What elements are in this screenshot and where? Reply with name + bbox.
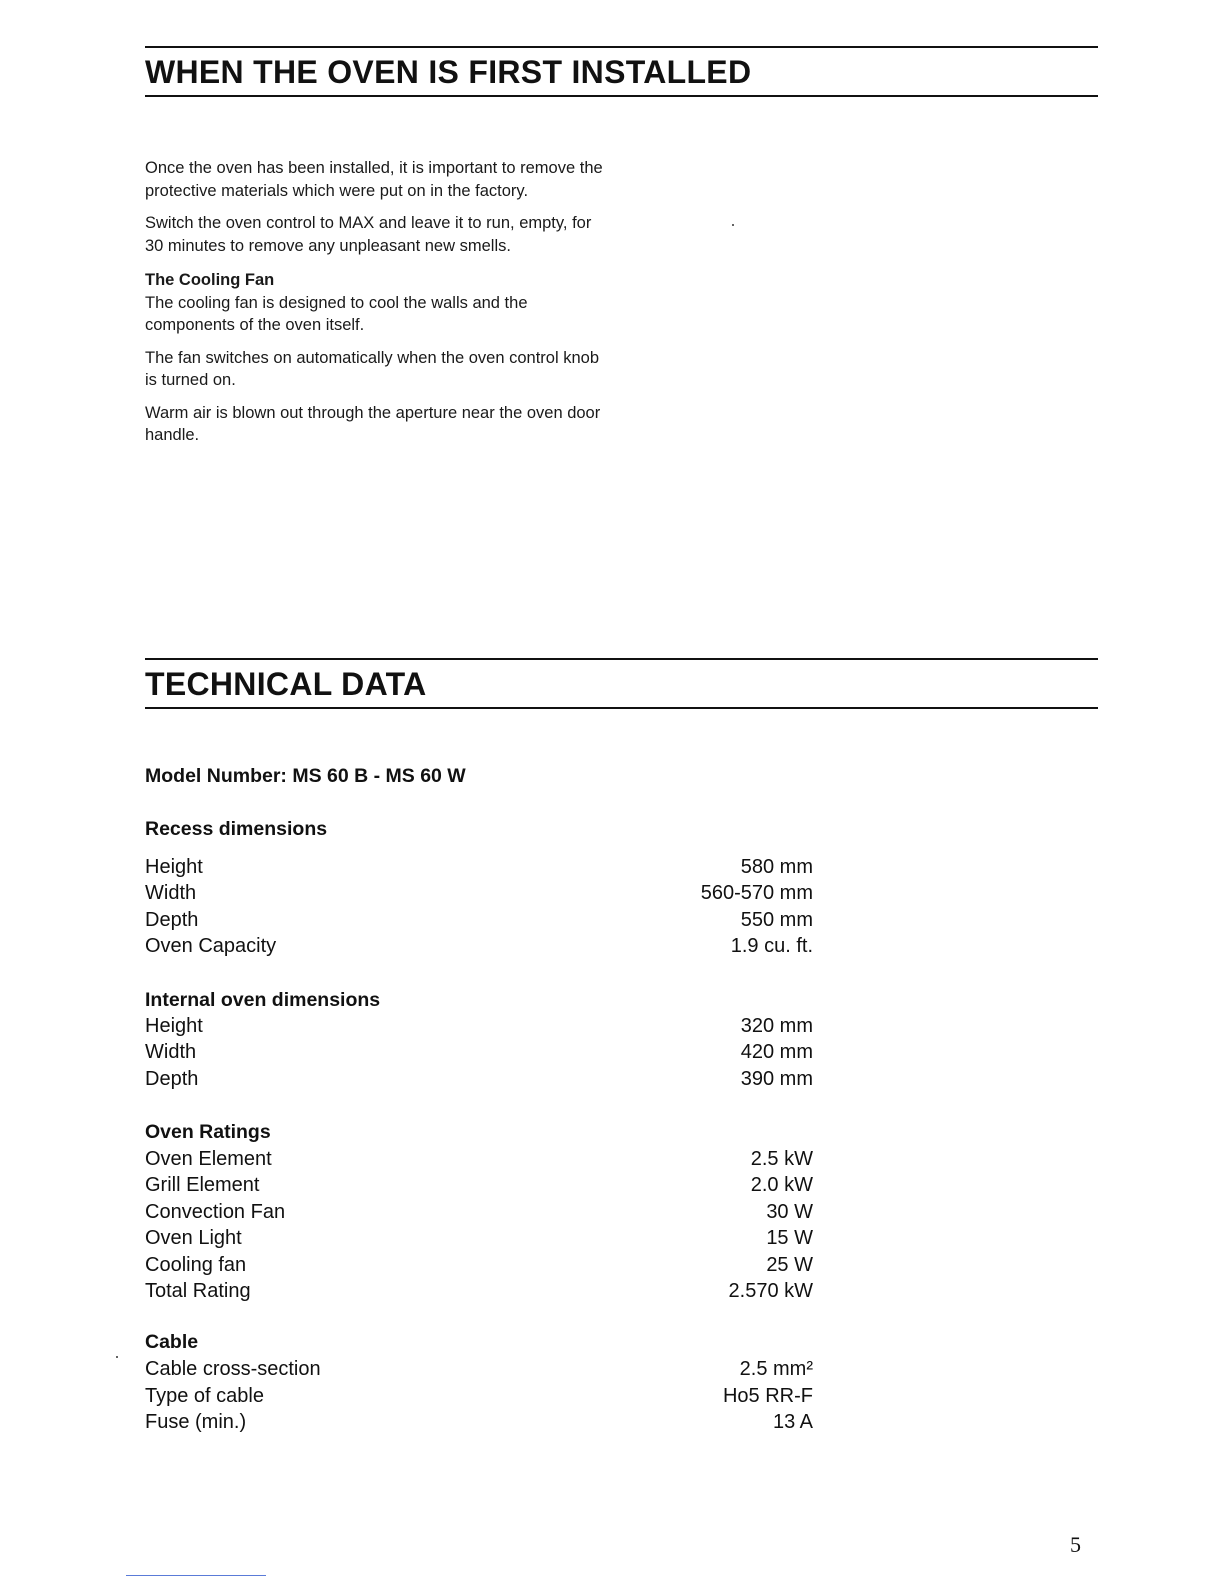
spec-value: 2.0 kW bbox=[750, 1174, 813, 1196]
spec-label: Oven Element bbox=[145, 1148, 272, 1170]
spec-label: Height bbox=[145, 856, 203, 878]
section1-bottom-rule bbox=[145, 95, 1098, 97]
spec-label: Total Rating bbox=[145, 1280, 251, 1302]
spec-row bbox=[145, 1252, 813, 1278]
footer-scan-line bbox=[126, 1575, 266, 1576]
spec-label: Fuse (min.) bbox=[145, 1411, 247, 1433]
spec-label: Depth bbox=[145, 909, 199, 931]
spec-row bbox=[145, 1066, 813, 1092]
spec-row bbox=[145, 1039, 813, 1065]
spec-row bbox=[145, 880, 813, 906]
spec-row bbox=[145, 907, 813, 933]
spec-value: 2.5 kW bbox=[750, 1148, 813, 1170]
page-number: 5 bbox=[1070, 1532, 1081, 1557]
spec-label: Type of cable bbox=[145, 1385, 264, 1407]
spec-value: 2.570 kW bbox=[728, 1280, 813, 1302]
internal-heading: Internal oven dimensions bbox=[145, 989, 381, 1011]
section1-top-rule bbox=[145, 46, 1098, 48]
spec-label: Convection Fan bbox=[145, 1201, 286, 1223]
section1-body bbox=[145, 157, 605, 447]
section2-title: TECHNICAL DATA bbox=[145, 666, 427, 702]
run-empty-paragraph: Switch the oven control to MAX and leave it to run, empty, for 30 minutes to remove any unpleasant new smells. bbox=[145, 214, 592, 255]
spec-value: Ho5 RR-F bbox=[722, 1385, 813, 1407]
cable-heading: Cable bbox=[145, 1331, 199, 1353]
spec-row bbox=[145, 1356, 813, 1382]
spec-label: Grill Element bbox=[145, 1174, 260, 1196]
spec-value: 420 mm bbox=[740, 1041, 813, 1063]
spec-value: 13 A bbox=[772, 1411, 813, 1433]
spec-value: 25 W bbox=[766, 1254, 813, 1276]
spec-value: 580 mm bbox=[740, 856, 813, 878]
section2-top-rule bbox=[145, 658, 1098, 660]
fan-switch-paragraph: The fan switches on automatically when the oven control knob is turned on. bbox=[145, 348, 600, 389]
spec-label: Height bbox=[145, 1015, 203, 1037]
spec-label: Width bbox=[145, 882, 197, 904]
stray-mark bbox=[732, 224, 734, 226]
spec-value: 560-570 mm bbox=[700, 882, 813, 904]
cooling-fan-paragraph: The cooling fan is designed to cool the walls and the components of the oven itself. bbox=[145, 293, 528, 334]
spec-row bbox=[145, 1013, 813, 1039]
spec-row bbox=[145, 1278, 813, 1304]
spec-row bbox=[145, 1199, 813, 1225]
spec-label: Width bbox=[145, 1041, 197, 1063]
warm-air-paragraph: Warm air is blown out through the aperture near the oven door handle. bbox=[145, 403, 601, 444]
spec-row bbox=[145, 1383, 813, 1409]
spec-label: Oven Capacity bbox=[145, 935, 277, 957]
spec-label: Cable cross-section bbox=[145, 1358, 321, 1380]
spec-value: 1.9 cu. ft. bbox=[730, 935, 813, 957]
spec-label: Depth bbox=[145, 1068, 199, 1090]
spec-row bbox=[145, 854, 813, 880]
install-paragraph: Once the oven has been installed, it is important to remove the protective materials which were put on in the factory. bbox=[145, 159, 603, 200]
spec-value: 30 W bbox=[766, 1201, 813, 1223]
spec-value: 15 W bbox=[766, 1227, 813, 1249]
spec-label: Oven Light bbox=[145, 1227, 242, 1249]
spec-row bbox=[145, 1146, 813, 1172]
spec-row bbox=[145, 933, 813, 959]
cooling-fan-heading: The Cooling Fan bbox=[145, 271, 275, 289]
spec-value: 390 mm bbox=[740, 1068, 813, 1090]
spec-label: Cooling fan bbox=[145, 1254, 247, 1276]
recess-heading: Recess dimensions bbox=[145, 818, 328, 840]
spec-value: 2.5 mm² bbox=[739, 1358, 813, 1380]
spec-value: 320 mm bbox=[740, 1015, 813, 1037]
spec-row bbox=[145, 1225, 813, 1251]
stray-mark bbox=[116, 1356, 118, 1358]
spec-row bbox=[145, 1409, 813, 1435]
model-number: Model Number: MS 60 B - MS 60 W bbox=[145, 765, 466, 787]
section2-bottom-rule bbox=[145, 707, 1098, 709]
section1-title: WHEN THE OVEN IS FIRST INSTALLED bbox=[145, 54, 752, 90]
ratings-heading: Oven Ratings bbox=[145, 1121, 271, 1143]
spec-row bbox=[145, 1172, 813, 1198]
spec-value: 550 mm bbox=[740, 909, 813, 931]
